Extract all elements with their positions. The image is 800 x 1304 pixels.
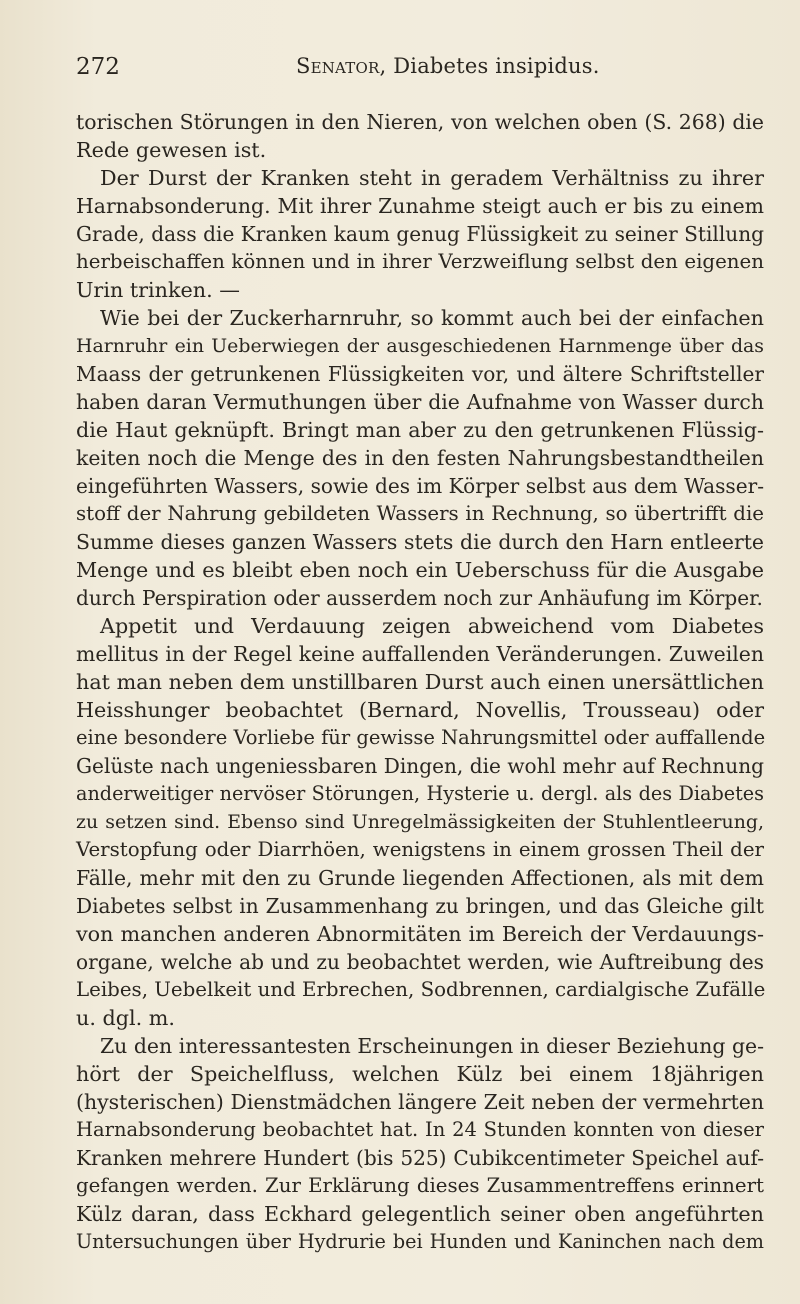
- text-line: organe, welche ab und zu beobachtet werden, wie Auftreibung des: [76, 950, 764, 974]
- text-line: haben daran Vermuthungen über die Aufnahme von Wasser durch: [76, 390, 764, 414]
- text-line: u. dgl. m.: [76, 1006, 175, 1030]
- body-text: [76, 108, 764, 1256]
- text-line: Verstopfung oder Diarrhöen, wenigstens in einem grossen Theil der: [76, 838, 764, 861]
- text-line: Menge und es bleibt eben noch ein Ueberschuss für die Ausgabe: [76, 558, 764, 582]
- text-line: gefangen werden. Zur Erklärung dieses Zusammentreffens erinnert: [76, 1174, 764, 1197]
- text-line: Grade, dass die Kranken kaum genug Flüssigkeit zu seiner Stillung: [76, 222, 764, 246]
- text-line: Der Durst der Kranken steht in geradem Verhältniss zu ihrer: [100, 166, 764, 190]
- text-line: die Haut geknüpft. Bringt man aber zu den getrunkenen Flüssig-: [76, 418, 764, 442]
- text-line: Urin trinken. —: [76, 278, 240, 302]
- text-line: Külz daran, dass Eckhard gelegentlich seiner oben angeführten: [76, 1202, 764, 1226]
- text-line: Harnabsonderung beobachtet hat. In 24 Stunden konnten von dieser: [76, 1118, 764, 1141]
- text-line: Summe dieses ganzen Wassers stets die durch den Harn entleerte: [76, 530, 764, 554]
- page-number: 272: [76, 54, 120, 80]
- running-title-author: Senator,: [296, 54, 387, 78]
- text-line: hört der Speichelfluss, welchen Külz bei einem 18jährigen: [76, 1062, 764, 1086]
- running-title-subject: Diabetes insipidus.: [386, 54, 600, 78]
- text-line: von manchen anderen Abnormitäten im Bereich der Verdauungs-: [76, 922, 764, 946]
- text-line: keiten noch die Menge des in den festen Nahrungsbestandtheilen: [76, 446, 764, 470]
- text-line: Zu den interessantesten Erscheinungen in dieser Beziehung ge-: [100, 1034, 764, 1058]
- text-line: Fälle, mehr mit den zu Grunde liegenden Affectionen, als mit dem: [76, 866, 764, 890]
- text-line: Harnruhr ein Ueberwiegen der ausgeschiedenen Harnmenge über das: [76, 335, 764, 357]
- text-line: eine besondere Vorliebe für gewisse Nahrungsmittel oder auffallende: [76, 726, 766, 749]
- text-line: herbeischaffen können und in ihrer Verzweiflung selbst den eigenen: [76, 250, 764, 273]
- text-line: eingeführten Wassers, sowie des im Körper selbst aus dem Wasser-: [76, 474, 764, 498]
- text-line: durch Perspiration oder ausserdem noch zur Anhäufung im Körper.: [76, 586, 763, 610]
- text-line: Appetit und Verdauung zeigen abweichend vom Diabetes: [100, 614, 764, 638]
- text-line: Untersuchungen über Hydrurie bei Hunden und Kaninchen nach dem: [76, 1230, 764, 1253]
- text-line: Diabetes selbst in Zusammenhang zu bringen, und das Gleiche gilt: [76, 894, 764, 918]
- text-line: stoff der Nahrung gebildeten Wassers in Rechnung, so übertrifft die: [76, 502, 764, 525]
- text-line: Rede gewesen ist.: [76, 138, 267, 162]
- text-line: (hysterischen) Dienstmädchen längere Zeit neben der vermehrten: [76, 1090, 764, 1114]
- text-line: Heisshunger beobachtet (Bernard, Novellis, Trousseau) oder: [76, 698, 764, 722]
- text-line: Kranken mehrere Hundert (bis 525) Cubikcentimeter Speichel auf-: [76, 1146, 764, 1170]
- text-line: hat man neben dem unstillbaren Durst auch einen unersättlichen: [76, 670, 764, 694]
- text-line: torischen Störungen in den Nieren, von welchen oben (S. 268) die: [76, 110, 764, 134]
- running-title: [296, 54, 600, 78]
- running-head: [76, 54, 776, 84]
- text-line: zu setzen sind. Ebenso sind Unregelmässigkeiten der Stuhlentleerung,: [76, 811, 764, 833]
- text-line: mellitus in der Regel keine auffallenden Veränderungen. Zuweilen: [76, 642, 764, 666]
- text-line: Maass der getrunkenen Flüssigkeiten vor, und ältere Schriftsteller: [76, 362, 764, 386]
- text-line: Gelüste nach ungeniessbaren Dingen, die wohl mehr auf Rechnung: [76, 754, 764, 778]
- text-line: Leibes, Uebelkeit und Erbrechen, Sodbrennen, cardialgische Zufälle: [76, 978, 766, 1001]
- text-line: Wie bei der Zuckerharnruhr, so kommt auch bei der einfachen: [100, 306, 764, 330]
- text-line: Harnabsonderung. Mit ihrer Zunahme steigt auch er bis zu einem: [76, 194, 764, 218]
- text-line: anderweitiger nervöser Störungen, Hysterie u. dergl. als des Diabetes: [76, 782, 764, 805]
